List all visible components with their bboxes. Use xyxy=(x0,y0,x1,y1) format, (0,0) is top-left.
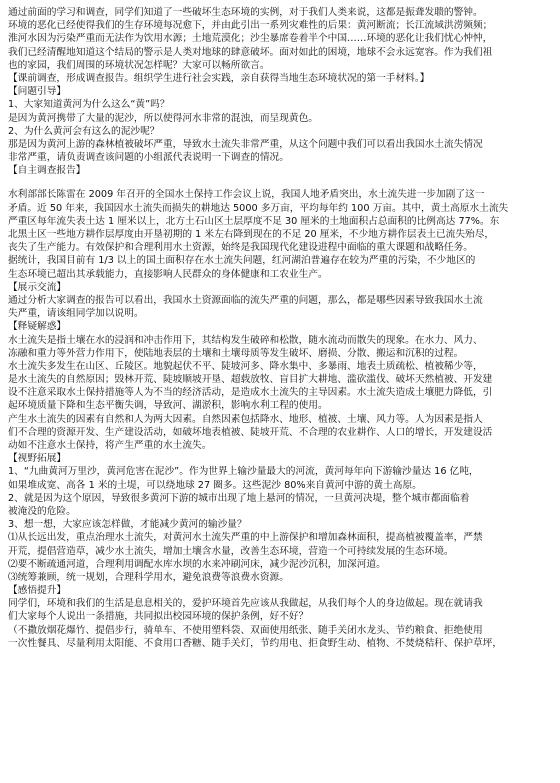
text-line: （不撒放烟花爆竹、提倡步行，骑单车、不使用塑料袋、双面使用纸张、随手关闭水龙头、节约粮食、拒绝使用 xyxy=(8,624,483,636)
text-line: 们大家每个人说出一条措施，共同拟出校园环境的保护条例，好不好？ xyxy=(8,611,309,623)
text-line: 那是因为黄河上游的森林植被破坏严重，导致水土流失非常严重，从这个问题中我们可以看出我国水土流失情况 xyxy=(8,138,483,150)
text-line: 同学们，环境和我们的生活是息息相关的，爱护环境首先应该从我做起，从我们每个人的身边做起。现在就请我 xyxy=(8,598,483,610)
section-heading: 【视野拓展】 xyxy=(8,453,67,465)
question-line: 3、想一想，大家应该怎样做，才能减少黄河的输沙量？ xyxy=(8,519,247,531)
text-line: 2、就是因为这个原因，导致很多黄河下游的城市出现了地上悬河的情况，一旦黄河决堤，整个城市都面临着 xyxy=(8,492,470,504)
text-line: 被淹没的危险。 xyxy=(8,505,76,517)
text-line: 通过分析大家调查的报告可以看出，我国水土资源面临的流失严重的问题，那么，都是哪些因素导致我国水土流 xyxy=(8,294,483,306)
text-line: 起环境质量下降和生态平衡失调，导致河、湖淤积，影响水利工程的使用。 xyxy=(8,400,328,412)
text-line: 一次性餐具、尽量利用太阳能、不食用口香糖、随手关灯，节约用电、拒食野生动、植物、不焚烧秸秆、保护草坪， xyxy=(8,637,503,649)
text-line: 开荒，提倡营造草，减少水土流失，增加土壤含水量，改善生态环境，营造一个可持续发展的生态环境。 xyxy=(8,545,454,557)
text-line: 动如不注意水土保持，将产生严重的水土流失。 xyxy=(8,440,212,451)
document-body xyxy=(8,6,548,650)
text-line: 产生水土流失的因素有自然和人为两大因素。自然因素包括降水、地形、植被、土壤、风力等。人为因素是指人 xyxy=(8,413,483,425)
blank-line xyxy=(8,177,548,188)
section-heading: 【问题引导】 xyxy=(8,86,67,98)
section-heading: 【自主调查报告】 xyxy=(8,165,86,177)
section-heading: 【感悟提升】 xyxy=(8,585,67,597)
answer-line: 是因为黄河携带了大量的泥沙，所以使得河水非常的混浊，而呈现黄色。 xyxy=(8,112,318,124)
text-line: 冻融和重力等外营力作用下，使陆地表层的土壤和土壤母质等发生破坏、磨损、分散、搬运和沉积的过程。 xyxy=(8,347,464,359)
text-line: 生态环境已超出其承载能力，直接影响人民群众的身体健康和工农业生产。 xyxy=(8,268,328,280)
section-note: 【课前调查，形成调查报告。组织学生进行社会实践，亲自获得当地生态环境状况的第一手材料。】 xyxy=(8,72,430,84)
text-line: 水土流失是指土壤在水的浸润和冲击作用下，其结构发生破碎和松散，随水流动而散失的现象。在水力、风力、 xyxy=(8,334,483,346)
text-line: 非常严重，请负责调查该问题的小组派代表说明一下调查的情况。 xyxy=(8,152,289,164)
text-line: 是水土流失的自然原因；毁林开荒、陡坡顺坡开垦、超载放牧、盲目扩大耕地、滥砍滥伐、破坏天然植被、开发建 xyxy=(8,374,493,386)
text-line: 设不注意采取水土保持措施等人为不当的经济活动，是造成水土流失的主导因素。水土流失造成土壤肥力降低，引 xyxy=(8,387,493,399)
text-line: 水土流失多发生在山区、丘陵区。地貌起伏不平、陡坡河多、降水集中、多暴雨、地表土质疏松、植被稀少等， xyxy=(8,360,483,372)
text-line: 1、“九曲黄河万里沙，黄河危害在泥沙”。作为世界上输沙量最大的河流，黄河每年向下游输沙量达 16 亿吨， xyxy=(8,466,479,478)
text-line: 丧失了生产能力。有效保护和合理利用水土资源，始终是我国现代化建设进程中面临的重大课题和战略任务。 xyxy=(8,242,473,254)
question-line: 1、大家知道黄河为什么这么“黄”吗？ xyxy=(8,99,170,111)
text-line: 矛盾。近 50 年来，我国因水土流失而损失的耕地达 5000 多万亩，平均每年约 100 万亩。其中，黄土高原水土流失 xyxy=(8,202,509,214)
text-line: ⑶统筹兼顾，统一规划，合理科学用水，避免浪费等浪费水资源。 xyxy=(8,571,289,583)
text-line: 如果堆成宽、高各 1 米的土堤，可以绕地球 27 圈多。这些泥沙 80%来自黄河中游的黄土高原。 xyxy=(8,479,422,491)
section-heading: 【释疑解惑】 xyxy=(8,321,67,333)
text-line: 们不合理的资源开发、生产建设活动，如破坏地表植被、陡坡开荒、不合理的农业耕作、人口的增长，开发建设活 xyxy=(8,426,493,438)
text-line: 失严重，请该组同学加以说明。 xyxy=(8,308,144,320)
text-line: ⑴从长远出发，重点治理水土流失，对黄河水土流失严重的中上游保护和增加森林面积，提高植被覆盖率，严禁 xyxy=(8,532,483,544)
text-line: 北黑土区一些地方耕作层厚度由开垦初期的 1 米左右降到现在的不足 20 厘米，不少地方耕作层表土已流失殆尽， xyxy=(8,229,495,240)
text-line: 严重区每年流失表土达 1 厘米以上，北方土石山区土层厚度不足 30 厘米的土地面积占总面积的比例高达 77%。东 xyxy=(8,215,500,227)
section-heading: 【展示交流】 xyxy=(8,281,67,293)
text-line: 环境的恶化已经使得我们的生存环境每况愈下，并由此引出一系列灾难性的后果：黄河断流；长江流域洪涝频频； xyxy=(8,20,493,32)
text-line: 也的家园，我们周围的环境状况怎样呢？大家可以畅所欲言。 xyxy=(8,59,270,71)
text-line: 通过前面的学习和调查，同学们知道了一些破坏生态环境的实例，对于我们人类来说，这都是振聋发聩的警钟。 xyxy=(8,7,483,18)
text-line: 水利部部长陈雷在 2009 年召开的全国水土保持工作会议上说，我国人地矛盾突出，水土流失进一步加剧了这一 xyxy=(8,189,485,201)
text-line: 我们已经清醒地知道这个结局的警示是人类对地球的肆意破坏。面对如此的困境，地球不会永远宽容。作为我们祖 xyxy=(8,46,493,58)
text-line: 据统计，我国目前有 1/3 以上的国土面积存在水土流失问题，红河湖泊普遍存在较为严重的污染，不少地区的 xyxy=(8,255,476,267)
text-line: 淮河水因为污染严重而无法作为饮用水源；土地荒漠化；沙尘暴席卷着半个中国……环境的恶化让我们忧心忡忡， xyxy=(8,33,493,45)
question-line: 2、为什么黄河会有这么的泥沙呢？ xyxy=(8,125,160,137)
text-line: ⑵要不断疏通河道，合理利用调配水库水坝的水来冲刷河床，减少泥沙沉积，加深河道。 xyxy=(8,558,386,570)
